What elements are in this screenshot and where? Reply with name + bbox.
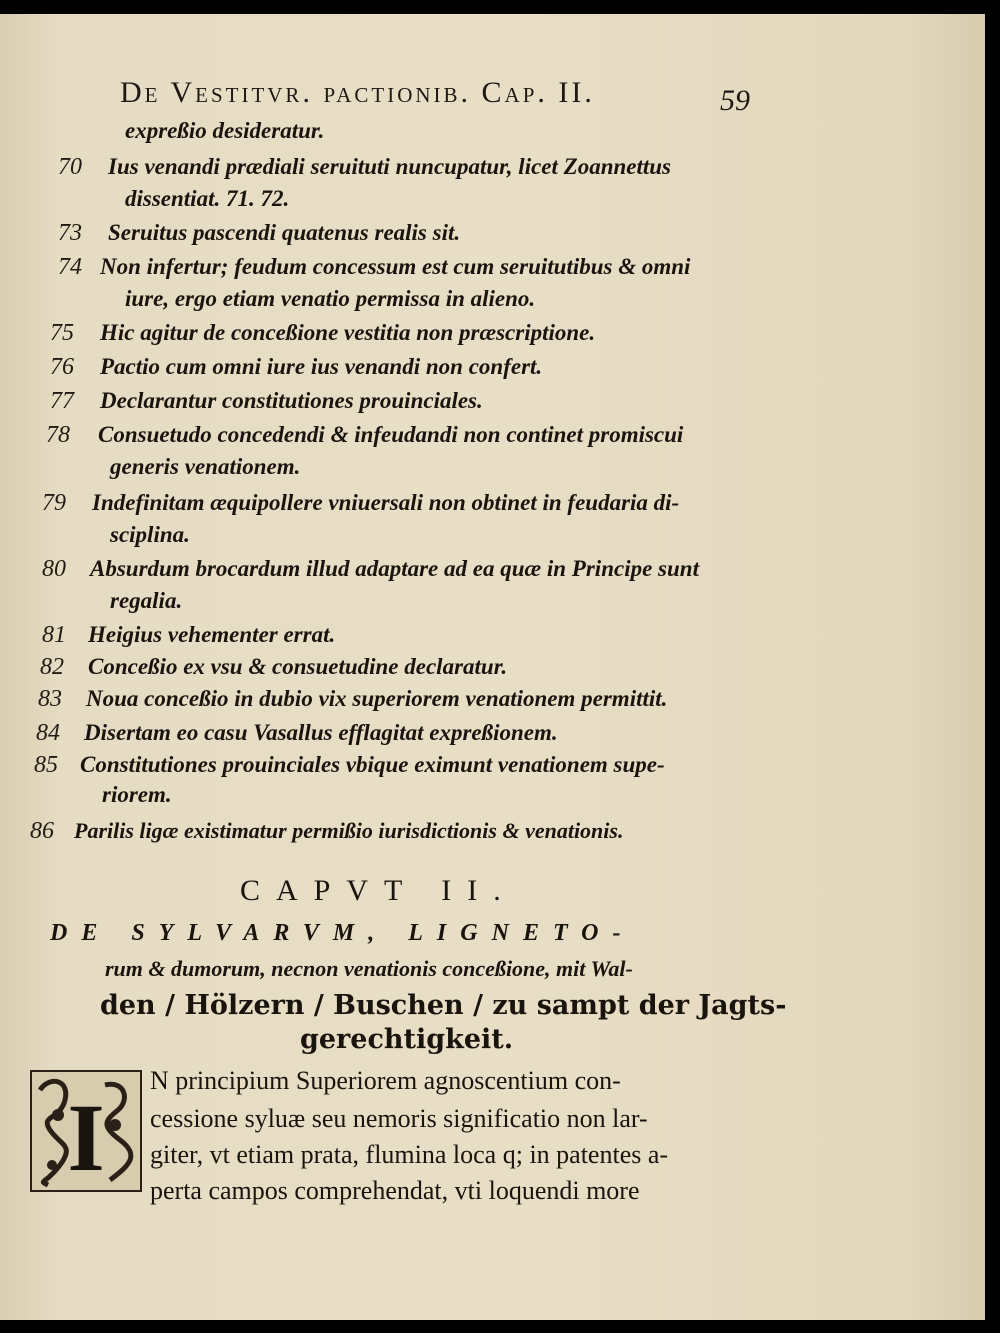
body-text-line: cessione syluæ seu nemoris significatio non lar- — [150, 1104, 648, 1133]
chapter-heading: CAPVT II. — [240, 874, 517, 907]
body-text-line: perta campos comprehendat, vti loquendi more — [150, 1176, 640, 1205]
summary-line: dissentiat. 71. 72. — [125, 186, 290, 211]
entry-number: 86 — [30, 818, 54, 844]
summary-line: sciplina. — [110, 522, 190, 547]
running-title: De Vestitvr. pactionib. Cap. II. — [120, 76, 595, 109]
summary-line: Non infertur; feudum concessum est cum seruitutibus & omni — [100, 254, 691, 279]
summary-line: Seruitus pascendi quatenus realis sit. — [108, 220, 461, 245]
summary-line: expreßio desideratur. — [125, 118, 325, 143]
entry-number: 83 — [38, 686, 62, 712]
summary-line: riorem. — [102, 782, 172, 807]
initial-letter: I — [67, 1084, 105, 1191]
summary-line: Disertam eo casu Vasallus efflagitat expreßionem. — [84, 720, 558, 745]
entry-number: 70 — [58, 154, 82, 180]
summary-line: Parilis ligæ existimatur permißio iurisdictionis & venationis. — [74, 818, 624, 843]
summary-line: Heigius vehementer errat. — [88, 622, 336, 647]
summary-line: Absurdum brocardum illud adaptare ad ea quæ in Principe sunt — [90, 556, 699, 581]
entry-number: 85 — [34, 752, 58, 778]
summary-line: Pactio cum omni iure ius venandi non confert. — [100, 354, 543, 379]
summary-line: iure, ergo etiam venatio permissa in alieno. — [125, 286, 536, 311]
entry-number: 74 — [58, 254, 82, 280]
summary-line: Consuetudo concedendi & infeudandi non continet promiscui — [98, 422, 684, 447]
entry-number: 82 — [40, 654, 64, 680]
ornament-icon — [30, 1070, 142, 1192]
summary-line: Indefinitam æquipollere vniuersali non obtinet in feudaria di- — [92, 490, 680, 515]
body-text-line: N principium Superiorem agnoscentium con- — [150, 1066, 621, 1095]
page-number: 59 — [720, 84, 750, 117]
entry-number: 84 — [36, 720, 60, 746]
entry-number: 73 — [58, 220, 82, 246]
summary-line: regalia. — [110, 588, 183, 613]
entry-number: 81 — [42, 622, 66, 648]
entry-number: 78 — [46, 422, 70, 448]
summary-line: generis venationem. — [110, 454, 301, 479]
summary-line: Conceßio ex vsu & consuetudine declaratur. — [88, 654, 508, 679]
book-page — [0, 14, 985, 1320]
summary-line: Ius venandi prædiali seruituti nuncupatur, licet Zoannettus — [108, 154, 672, 179]
summary-line: Hic agitur de conceßione vestitia non præscriptione. — [100, 320, 596, 345]
summary-line: Noua conceßio in dubio vix superiorem venationem permittit. — [86, 686, 668, 711]
summary-line: Constitutiones prouinciales vbique eximunt venationem supe- — [80, 752, 665, 777]
chapter-subtitle: gerechtigkeit. — [300, 1024, 514, 1055]
entry-number: 77 — [50, 388, 74, 414]
body-text-line: giter, vt etiam prata, flumina loca q; in patentes a- — [150, 1140, 669, 1169]
chapter-subtitle: rum & dumorum, necnon venationis conceßione, mit Wal- — [105, 956, 633, 981]
entry-number: 76 — [50, 354, 74, 380]
entry-number: 80 — [42, 556, 66, 582]
entry-number: 75 — [50, 320, 74, 346]
decorated-initial — [30, 1070, 142, 1192]
chapter-subtitle: DE SYLVARVM, LIGNETO- — [50, 920, 635, 946]
summary-line: Declarantur constitutiones prouinciales. — [100, 388, 483, 413]
chapter-subtitle: den / Hölzern / Buschen / zu sampt der Jagts- — [100, 990, 787, 1021]
entry-number: 79 — [42, 490, 66, 516]
